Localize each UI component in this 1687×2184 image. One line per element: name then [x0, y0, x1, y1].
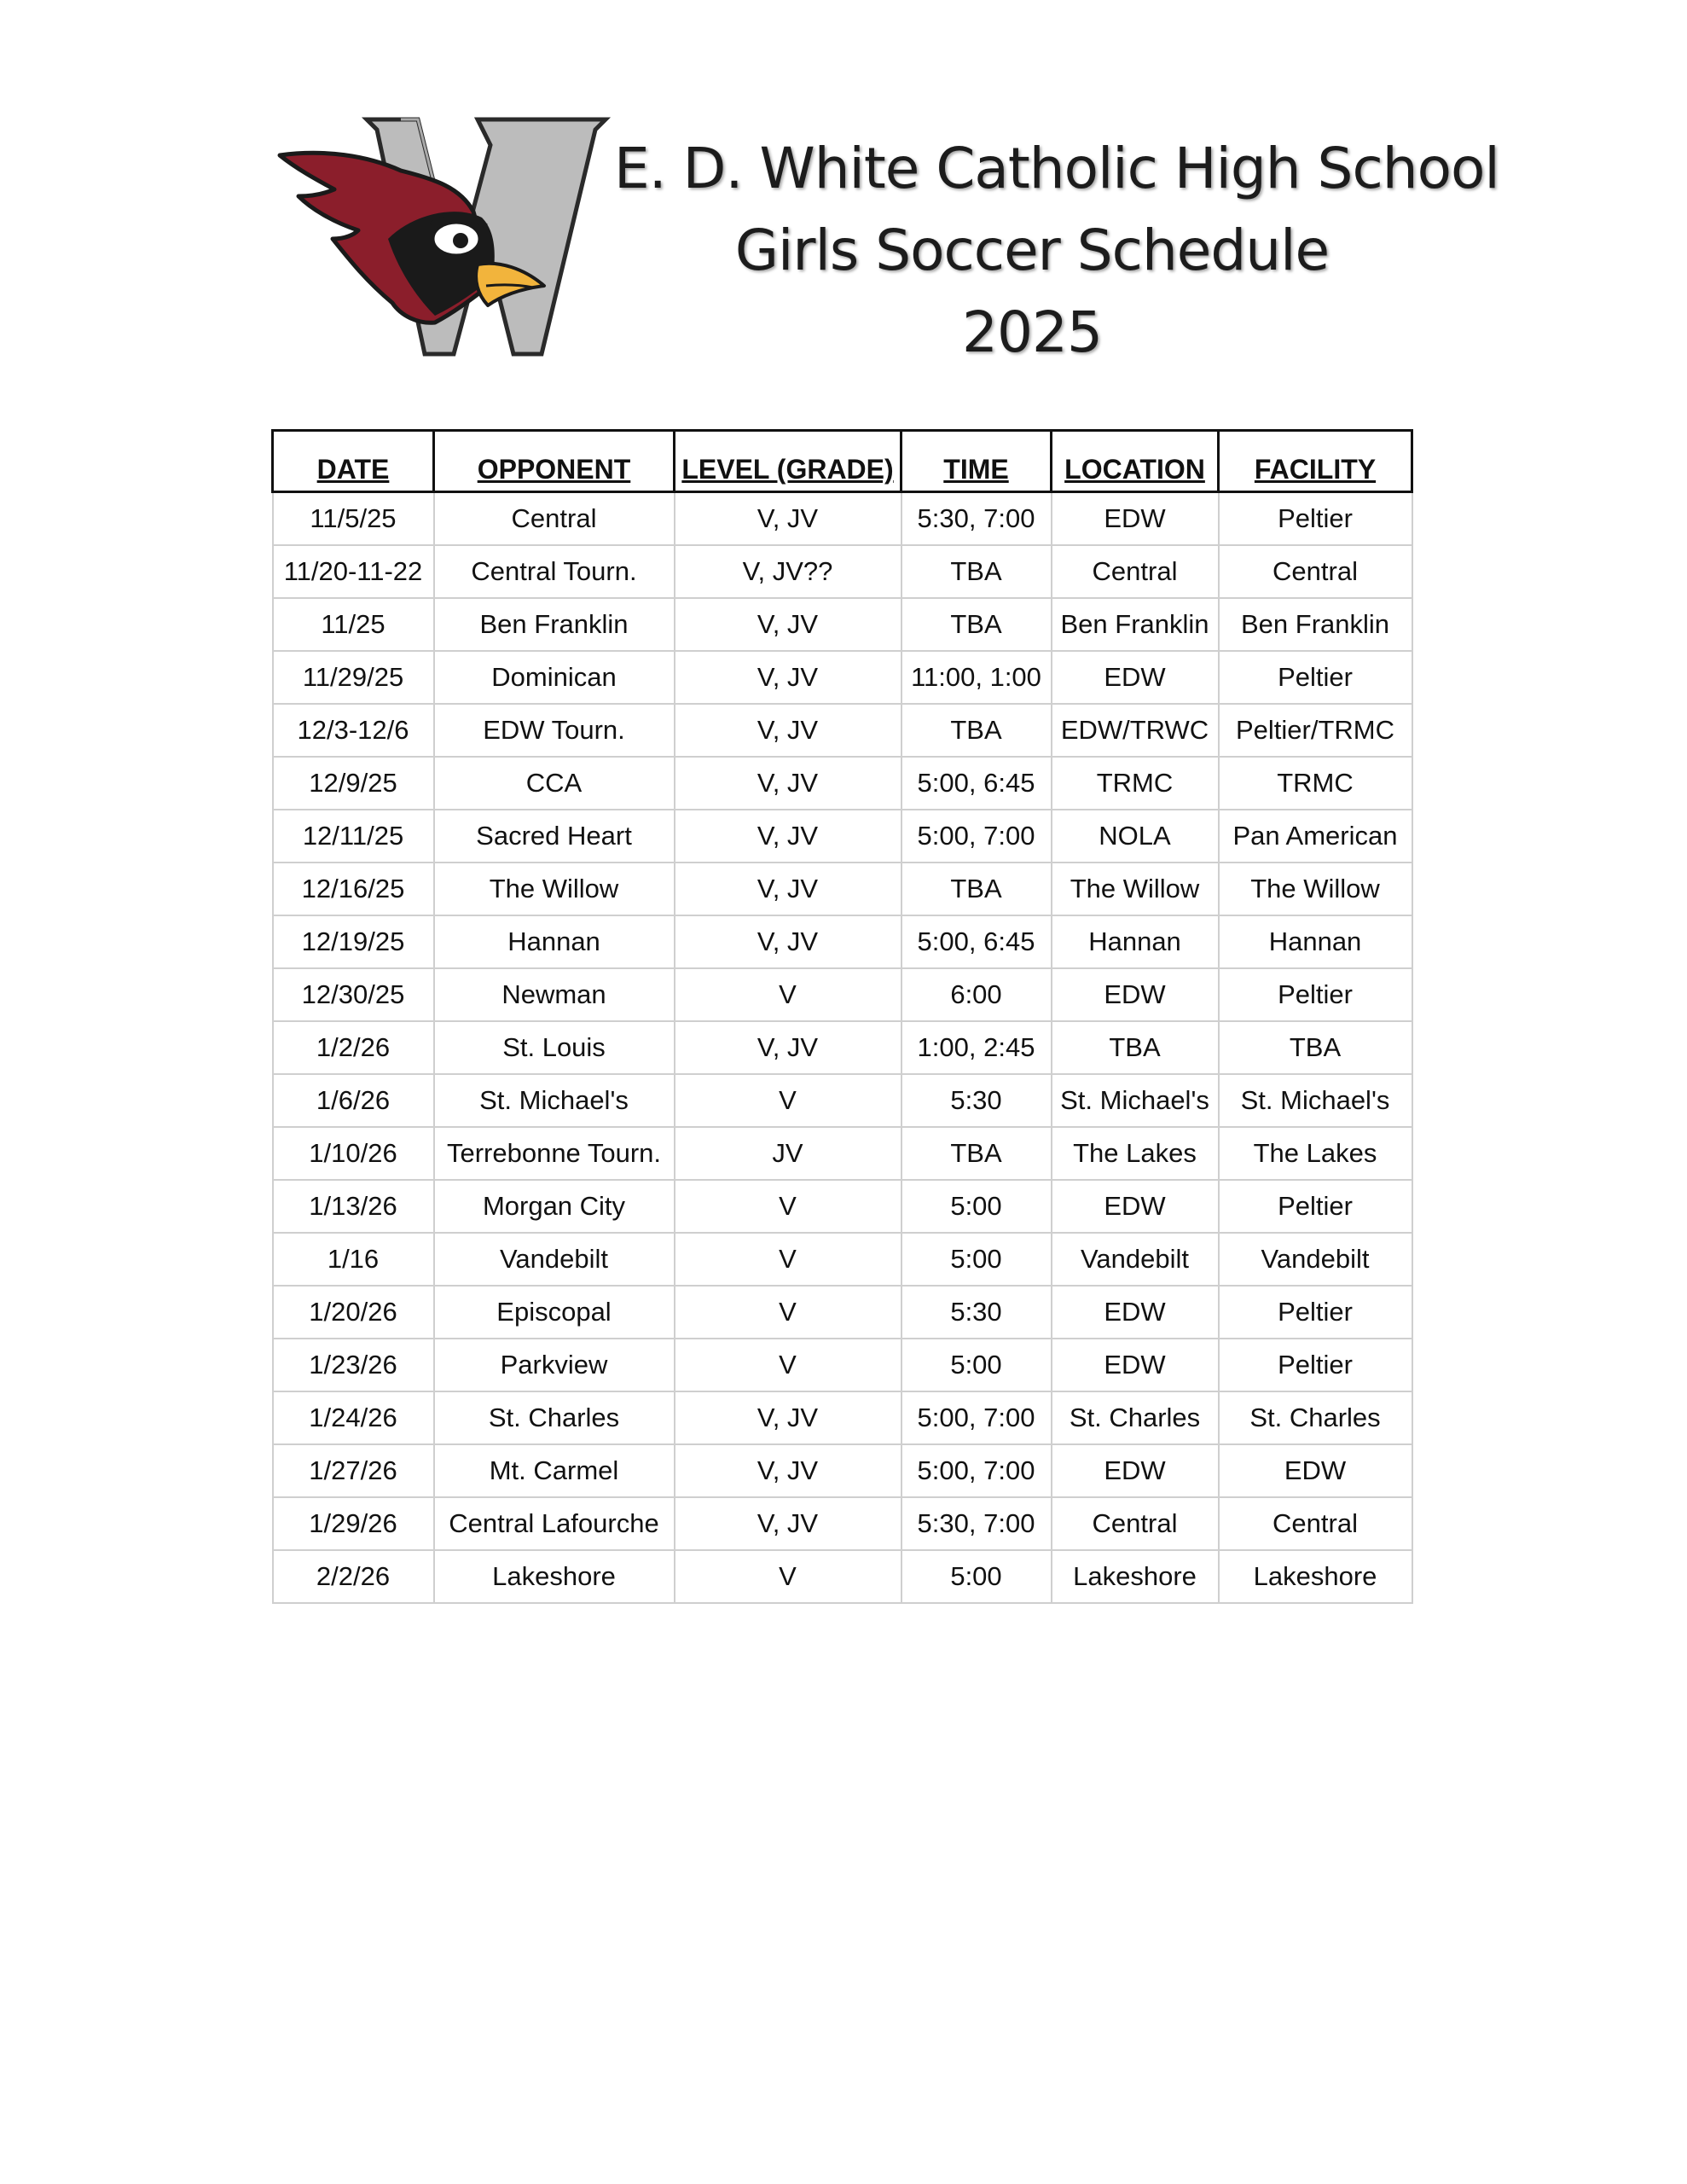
facility-cell: Peltier — [1219, 968, 1412, 1021]
date-cell: 1/2/26 — [273, 1021, 434, 1074]
level-cell: V, JV — [675, 810, 901, 863]
column-header-location: LOCATION — [1052, 431, 1219, 492]
table-row — [273, 1339, 1412, 1391]
facility-cell: Peltier — [1219, 651, 1412, 704]
opponent-cell: Hannan — [434, 915, 675, 968]
level-cell: V — [675, 1233, 901, 1286]
facility-cell: Central — [1219, 545, 1412, 598]
time-cell: 5:30, 7:00 — [901, 492, 1052, 546]
date-cell: 11/29/25 — [273, 651, 434, 704]
table-row — [273, 757, 1412, 810]
time-cell: 5:00, 6:45 — [901, 757, 1052, 810]
table-header-row — [273, 431, 1412, 492]
facility-cell: Ben Franklin — [1219, 598, 1412, 651]
level-cell: V, JV — [675, 492, 901, 546]
facility-cell: Hannan — [1219, 915, 1412, 968]
level-cell: V — [675, 1339, 901, 1391]
opponent-cell: Mt. Carmel — [434, 1444, 675, 1497]
location-cell: EDW — [1052, 1180, 1219, 1233]
opponent-cell: St. Louis — [434, 1021, 675, 1074]
level-cell: V — [675, 1286, 901, 1339]
date-cell: 1/27/26 — [273, 1444, 434, 1497]
column-header-facility: FACILITY — [1219, 431, 1412, 492]
location-cell: Hannan — [1052, 915, 1219, 968]
time-cell: 1:00, 2:45 — [901, 1021, 1052, 1074]
location-cell: The Willow — [1052, 863, 1219, 915]
opponent-cell: St. Michael's — [434, 1074, 675, 1127]
location-cell: Lakeshore — [1052, 1550, 1219, 1603]
time-cell: TBA — [901, 1127, 1052, 1180]
level-cell: V, JV — [675, 1497, 901, 1550]
date-cell: 12/11/25 — [273, 810, 434, 863]
facility-cell: TBA — [1219, 1021, 1412, 1074]
table-row — [273, 1021, 1412, 1074]
time-cell: 5:00 — [901, 1180, 1052, 1233]
date-cell: 12/16/25 — [273, 863, 434, 915]
location-cell: St. Michael's — [1052, 1074, 1219, 1127]
time-cell: 5:00 — [901, 1550, 1052, 1603]
table-row — [273, 492, 1412, 546]
time-cell: TBA — [901, 863, 1052, 915]
location-cell: Ben Franklin — [1052, 598, 1219, 651]
date-cell: 11/20-11-22 — [273, 545, 434, 598]
schedule-year: 2025 — [962, 299, 1102, 365]
opponent-cell: Lakeshore — [434, 1550, 675, 1603]
facility-cell: Vandebilt — [1219, 1233, 1412, 1286]
time-cell: 5:30 — [901, 1074, 1052, 1127]
time-cell: 5:00, 7:00 — [901, 1391, 1052, 1444]
table-row — [273, 545, 1412, 598]
opponent-cell: The Willow — [434, 863, 675, 915]
time-cell: TBA — [901, 704, 1052, 757]
table-row — [273, 1233, 1412, 1286]
location-cell: St. Charles — [1052, 1391, 1219, 1444]
table-row — [273, 863, 1412, 915]
level-cell: V, JV — [675, 915, 901, 968]
location-cell: TRMC — [1052, 757, 1219, 810]
facility-cell: The Willow — [1219, 863, 1412, 915]
schedule-table-body — [273, 492, 1412, 1604]
time-cell: 11:00, 1:00 — [901, 651, 1052, 704]
date-cell: 12/3-12/6 — [273, 704, 434, 757]
level-cell: V, JV — [675, 1444, 901, 1497]
opponent-cell: Dominican — [434, 651, 675, 704]
time-cell: 5:30, 7:00 — [901, 1497, 1052, 1550]
level-cell: V — [675, 1180, 901, 1233]
opponent-cell: Terrebonne Tourn. — [434, 1127, 675, 1180]
level-cell: V — [675, 1550, 901, 1603]
location-cell: NOLA — [1052, 810, 1219, 863]
time-cell: 5:00, 7:00 — [901, 810, 1052, 863]
date-cell: 1/24/26 — [273, 1391, 434, 1444]
level-cell: V — [675, 968, 901, 1021]
opponent-cell: Newman — [434, 968, 675, 1021]
column-header-level: LEVEL (GRADE) — [675, 431, 901, 492]
location-cell: Vandebilt — [1052, 1233, 1219, 1286]
school-name: E. D. White Catholic High School — [614, 136, 1499, 201]
facility-cell: Peltier — [1219, 492, 1412, 546]
time-cell: 5:30 — [901, 1286, 1052, 1339]
opponent-cell: Morgan City — [434, 1180, 675, 1233]
date-cell: 1/16 — [273, 1233, 434, 1286]
table-row — [273, 1180, 1412, 1233]
schedule-table — [271, 429, 1413, 1604]
location-cell: EDW/TRWC — [1052, 704, 1219, 757]
date-cell: 1/23/26 — [273, 1339, 434, 1391]
schedule-title: Girls Soccer Schedule — [734, 218, 1330, 283]
level-cell: V, JV — [675, 863, 901, 915]
level-cell: V, JV — [675, 651, 901, 704]
table-row — [273, 810, 1412, 863]
date-cell: 1/29/26 — [273, 1497, 434, 1550]
location-cell: Central — [1052, 545, 1219, 598]
opponent-cell: Sacred Heart — [434, 810, 675, 863]
cardinal-w-logo-icon — [273, 111, 623, 367]
location-cell: EDW — [1052, 1286, 1219, 1339]
opponent-cell: Central — [434, 492, 675, 546]
facility-cell: Peltier/TRMC — [1219, 704, 1412, 757]
table-row — [273, 915, 1412, 968]
table-row — [273, 1127, 1412, 1180]
location-cell: Central — [1052, 1497, 1219, 1550]
table-row — [273, 1286, 1412, 1339]
time-cell: 5:00, 6:45 — [901, 915, 1052, 968]
opponent-cell: Vandebilt — [434, 1233, 675, 1286]
column-header-time: TIME — [901, 431, 1052, 492]
level-cell: V, JV — [675, 1021, 901, 1074]
table-row — [273, 1391, 1412, 1444]
time-cell: 5:00, 7:00 — [901, 1444, 1052, 1497]
facility-cell: Pan American — [1219, 810, 1412, 863]
opponent-cell: St. Charles — [434, 1391, 675, 1444]
location-cell: EDW — [1052, 1444, 1219, 1497]
location-cell: EDW — [1052, 651, 1219, 704]
opponent-cell: Central Tourn. — [434, 545, 675, 598]
table-row — [273, 651, 1412, 704]
facility-cell: St. Charles — [1219, 1391, 1412, 1444]
table-row — [273, 598, 1412, 651]
facility-cell: Lakeshore — [1219, 1550, 1412, 1603]
opponent-cell: EDW Tourn. — [434, 704, 675, 757]
level-cell: V, JV — [675, 1391, 901, 1444]
opponent-cell: Central Lafourche — [434, 1497, 675, 1550]
column-header-date: DATE — [273, 431, 434, 492]
table-row — [273, 968, 1412, 1021]
date-cell: 2/2/26 — [273, 1550, 434, 1603]
level-cell: V, JV?? — [675, 545, 901, 598]
opponent-cell: Parkview — [434, 1339, 675, 1391]
date-cell: 12/9/25 — [273, 757, 434, 810]
date-cell: 1/13/26 — [273, 1180, 434, 1233]
table-row — [273, 1074, 1412, 1127]
location-cell: TBA — [1052, 1021, 1219, 1074]
location-cell: EDW — [1052, 1339, 1219, 1391]
opponent-cell: Ben Franklin — [434, 598, 675, 651]
date-cell: 1/20/26 — [273, 1286, 434, 1339]
date-cell: 1/6/26 — [273, 1074, 434, 1127]
level-cell: V — [675, 1074, 901, 1127]
time-cell: 6:00 — [901, 968, 1052, 1021]
time-cell: TBA — [901, 545, 1052, 598]
date-cell: 1/10/26 — [273, 1127, 434, 1180]
opponent-cell: CCA — [434, 757, 675, 810]
time-cell: 5:00 — [901, 1233, 1052, 1286]
location-cell: EDW — [1052, 968, 1219, 1021]
level-cell: V, JV — [675, 598, 901, 651]
table-row — [273, 1497, 1412, 1550]
facility-cell: Peltier — [1219, 1286, 1412, 1339]
facility-cell: St. Michael's — [1219, 1074, 1412, 1127]
facility-cell: Peltier — [1219, 1180, 1412, 1233]
level-cell: JV — [675, 1127, 901, 1180]
time-cell: TBA — [901, 598, 1052, 651]
location-cell: EDW — [1052, 492, 1219, 546]
facility-cell: Central — [1219, 1497, 1412, 1550]
date-cell: 12/19/25 — [273, 915, 434, 968]
facility-cell: EDW — [1219, 1444, 1412, 1497]
table-row — [273, 1550, 1412, 1603]
date-cell: 12/30/25 — [273, 968, 434, 1021]
date-cell: 11/5/25 — [273, 492, 434, 546]
time-cell: 5:00 — [901, 1339, 1052, 1391]
location-cell: The Lakes — [1052, 1127, 1219, 1180]
level-cell: V, JV — [675, 704, 901, 757]
facility-cell: Peltier — [1219, 1339, 1412, 1391]
table-row — [273, 1444, 1412, 1497]
opponent-cell: Episcopal — [434, 1286, 675, 1339]
facility-cell: The Lakes — [1219, 1127, 1412, 1180]
header-title-block — [614, 128, 1499, 374]
table-row — [273, 704, 1412, 757]
level-cell: V, JV — [675, 757, 901, 810]
date-cell: 11/25 — [273, 598, 434, 651]
facility-cell: TRMC — [1219, 757, 1412, 810]
column-header-opponent: OPPONENT — [434, 431, 675, 492]
